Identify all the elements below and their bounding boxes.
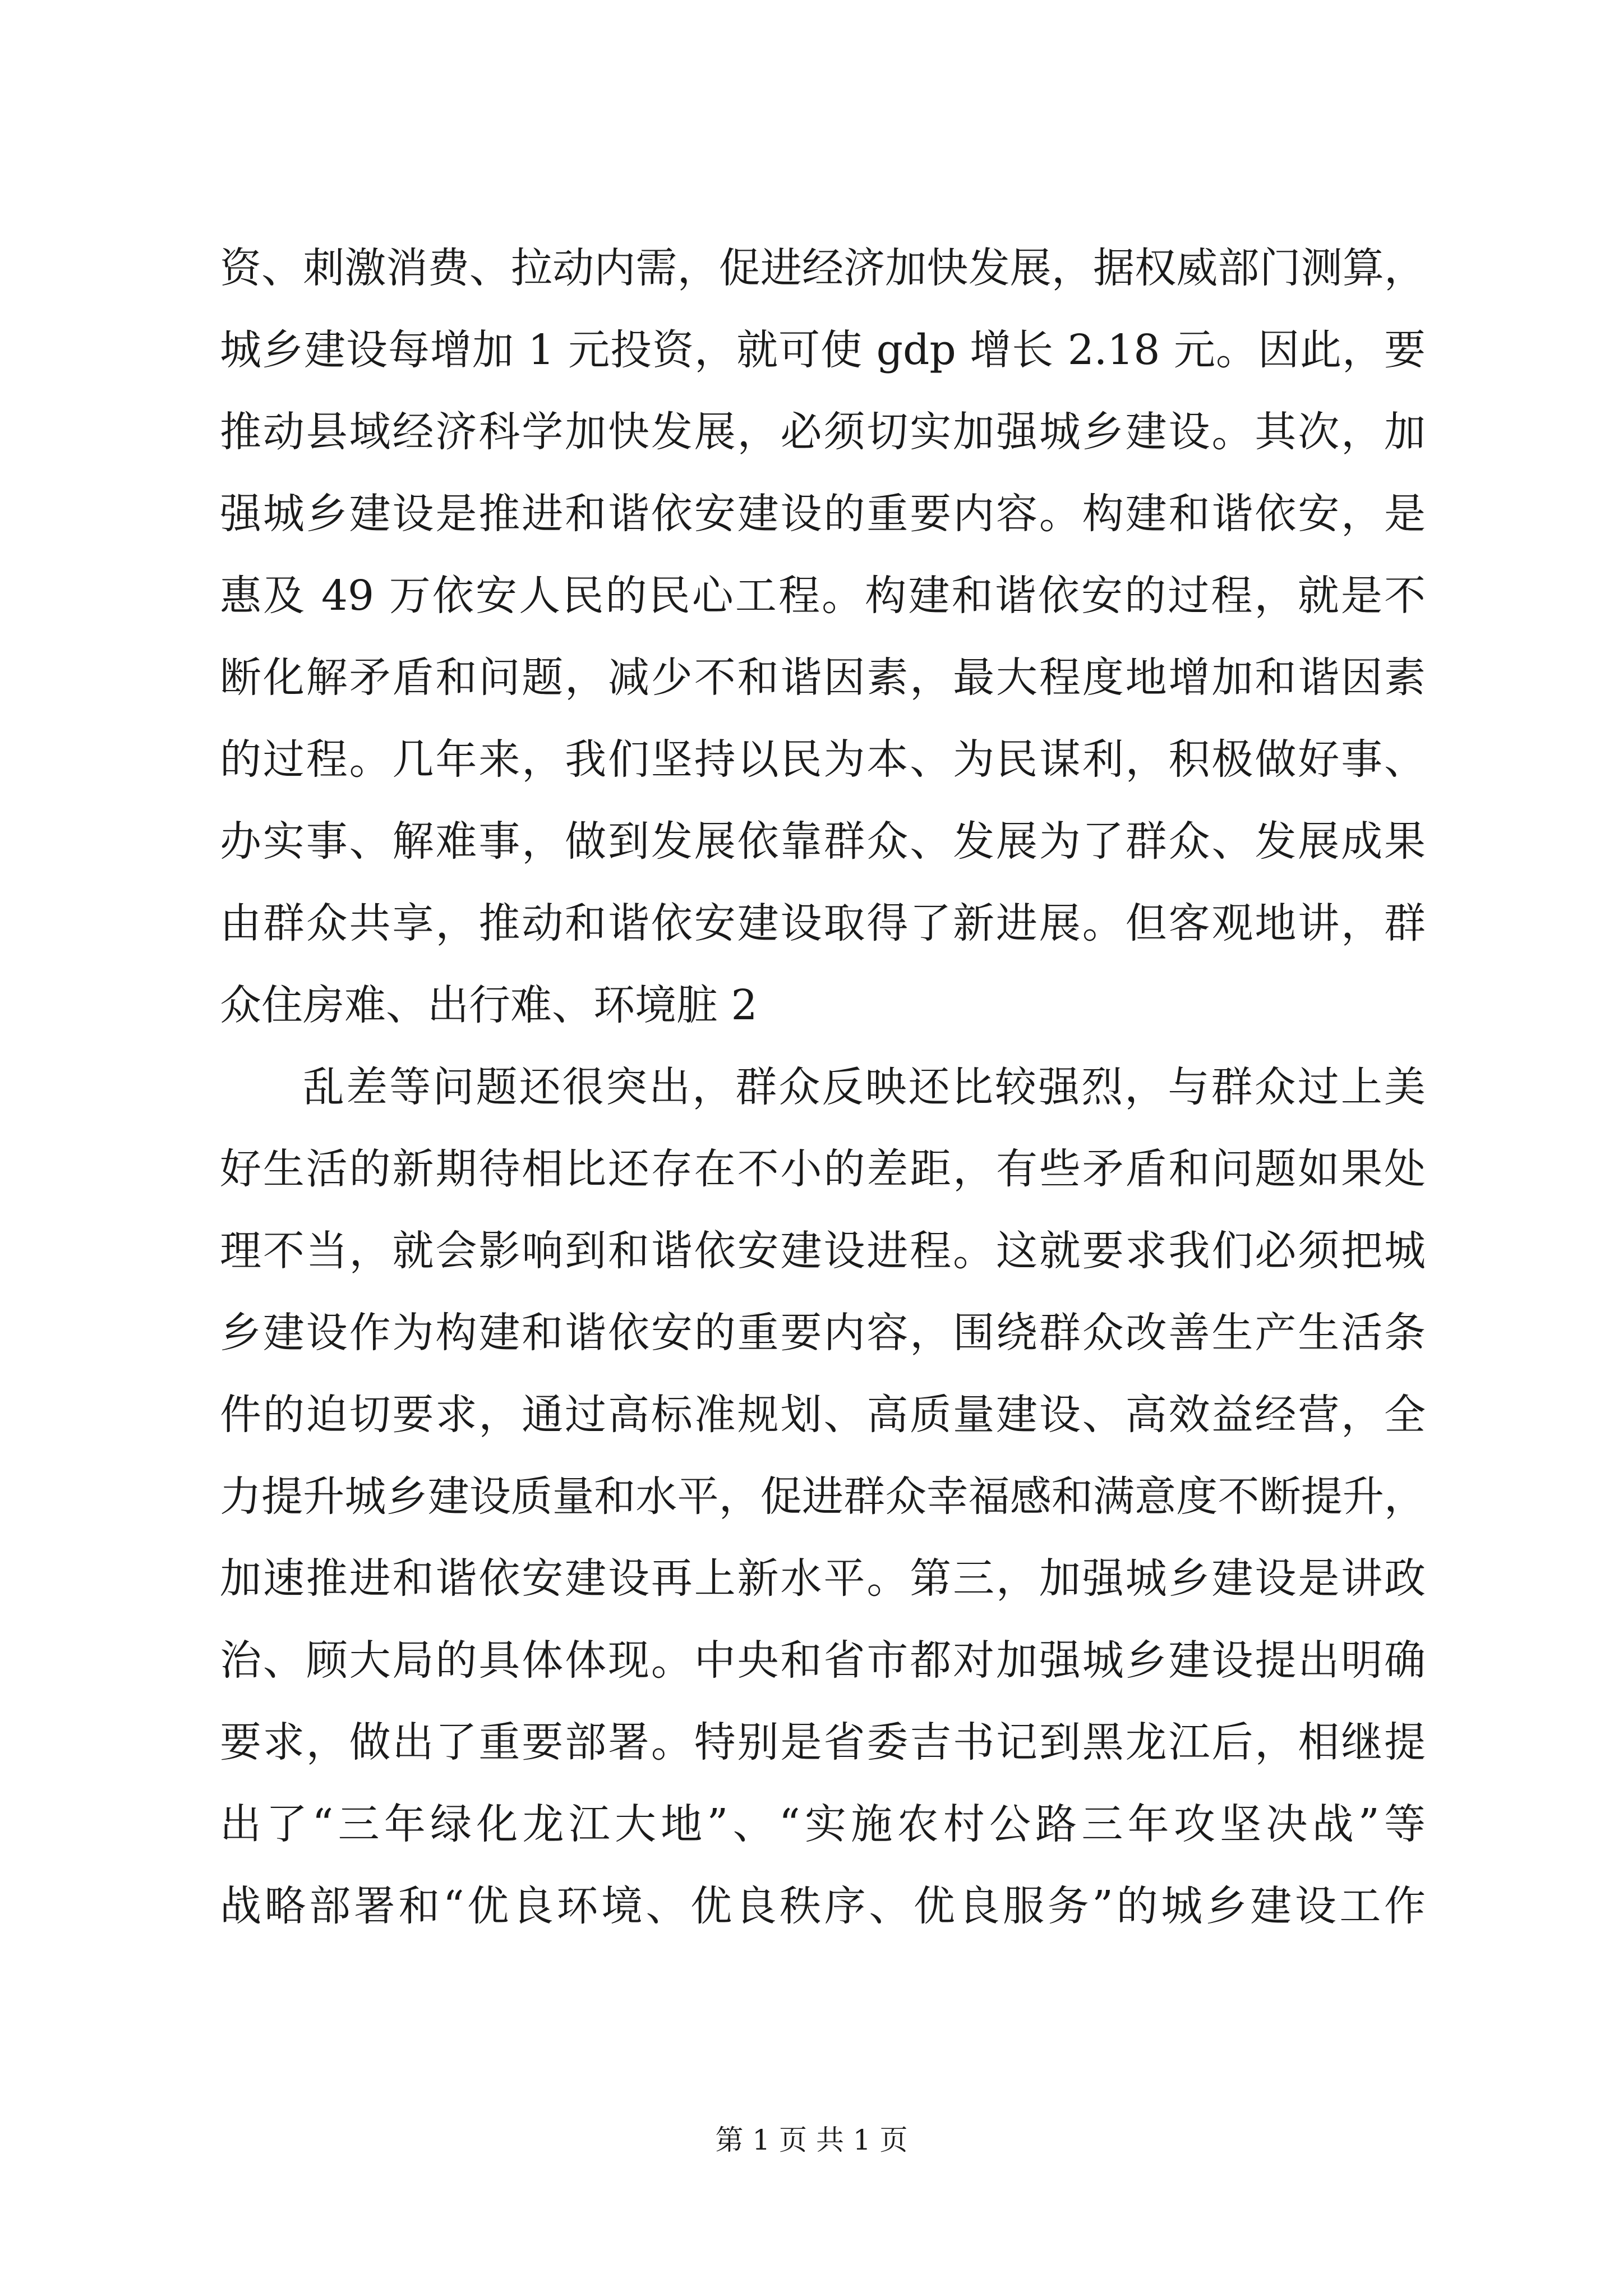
text-line: 乡建设作为构建和谐依安的重要内容，围绕群众改善生产生活条 [220,1309,1426,1357]
text-line: 城乡建设每增加 1 元投资，就可使 gdp 增长 2.18 元。因此，要 [220,326,1426,374]
text-line: 战略部署和“优良环境、优良秩序、优良服务”的城乡建设工作 [220,1882,1426,1930]
text-line: 办实事、解难事，做到发展依靠群众、发展为了群众、发展成果 [220,817,1426,866]
text-line: 的过程。几年来，我们坚持以民为本、为民谋利，积极做好事、 [220,735,1426,784]
text-line: 惠及 49 万依安人民的民心工程。构建和谐依安的过程，就是不 [220,572,1426,620]
text-line: 资、刺激消费、拉动内需，促进经济加快发展，据权威部门测算， [220,244,1426,292]
page-footer: 第 1 页 共 1 页 [715,2124,908,2156]
text-line: 众住房难、出行难、环境脏 2 [220,981,758,1029]
text-line: 加速推进和谐依安建设再上新水平。第三，加强城乡建设是讲政 [220,1554,1426,1603]
text-line: 推动县域经济科学加快发展，必须切实加强城乡建设。其次，加 [220,408,1426,456]
text-line: 乱差等问题还很突出，群众反映还比较强烈，与群众过上美 [303,1063,1426,1111]
text-line: 力提升城乡建设质量和水平，促进群众幸福感和满意度不断提升， [220,1473,1426,1521]
text-line: 件的迫切要求，通过高标准规划、高质量建设、高效益经营，全 [220,1391,1426,1439]
text-line: 出了“三年绿化龙江大地”、“实施农村公路三年攻坚决战”等 [220,1800,1426,1848]
text-line: 好生活的新期待相比还存在不小的差距，有些矛盾和问题如果处 [220,1145,1426,1193]
text-line: 由群众共享，推动和谐依安建设取得了新进展。但客观地讲，群 [220,899,1426,947]
text-line: 要求，做出了重要部署。特别是省委吉书记到黑龙江后，相继提 [220,1718,1426,1766]
body-text [220,227,1426,1947]
text-line: 理不当，就会影响到和谐依安建设进程。这就要求我们必须把城 [220,1227,1426,1275]
text-line: 断化解矛盾和问题，减少不和谐因素，最大程度地增加和谐因素 [220,654,1426,702]
text-line: 治、顾大局的具体体现。中央和省市都对加强城乡建设提出明确 [220,1636,1426,1685]
text-line: 强城乡建设是推进和谐依安建设的重要内容。构建和谐依安，是 [220,490,1426,538]
